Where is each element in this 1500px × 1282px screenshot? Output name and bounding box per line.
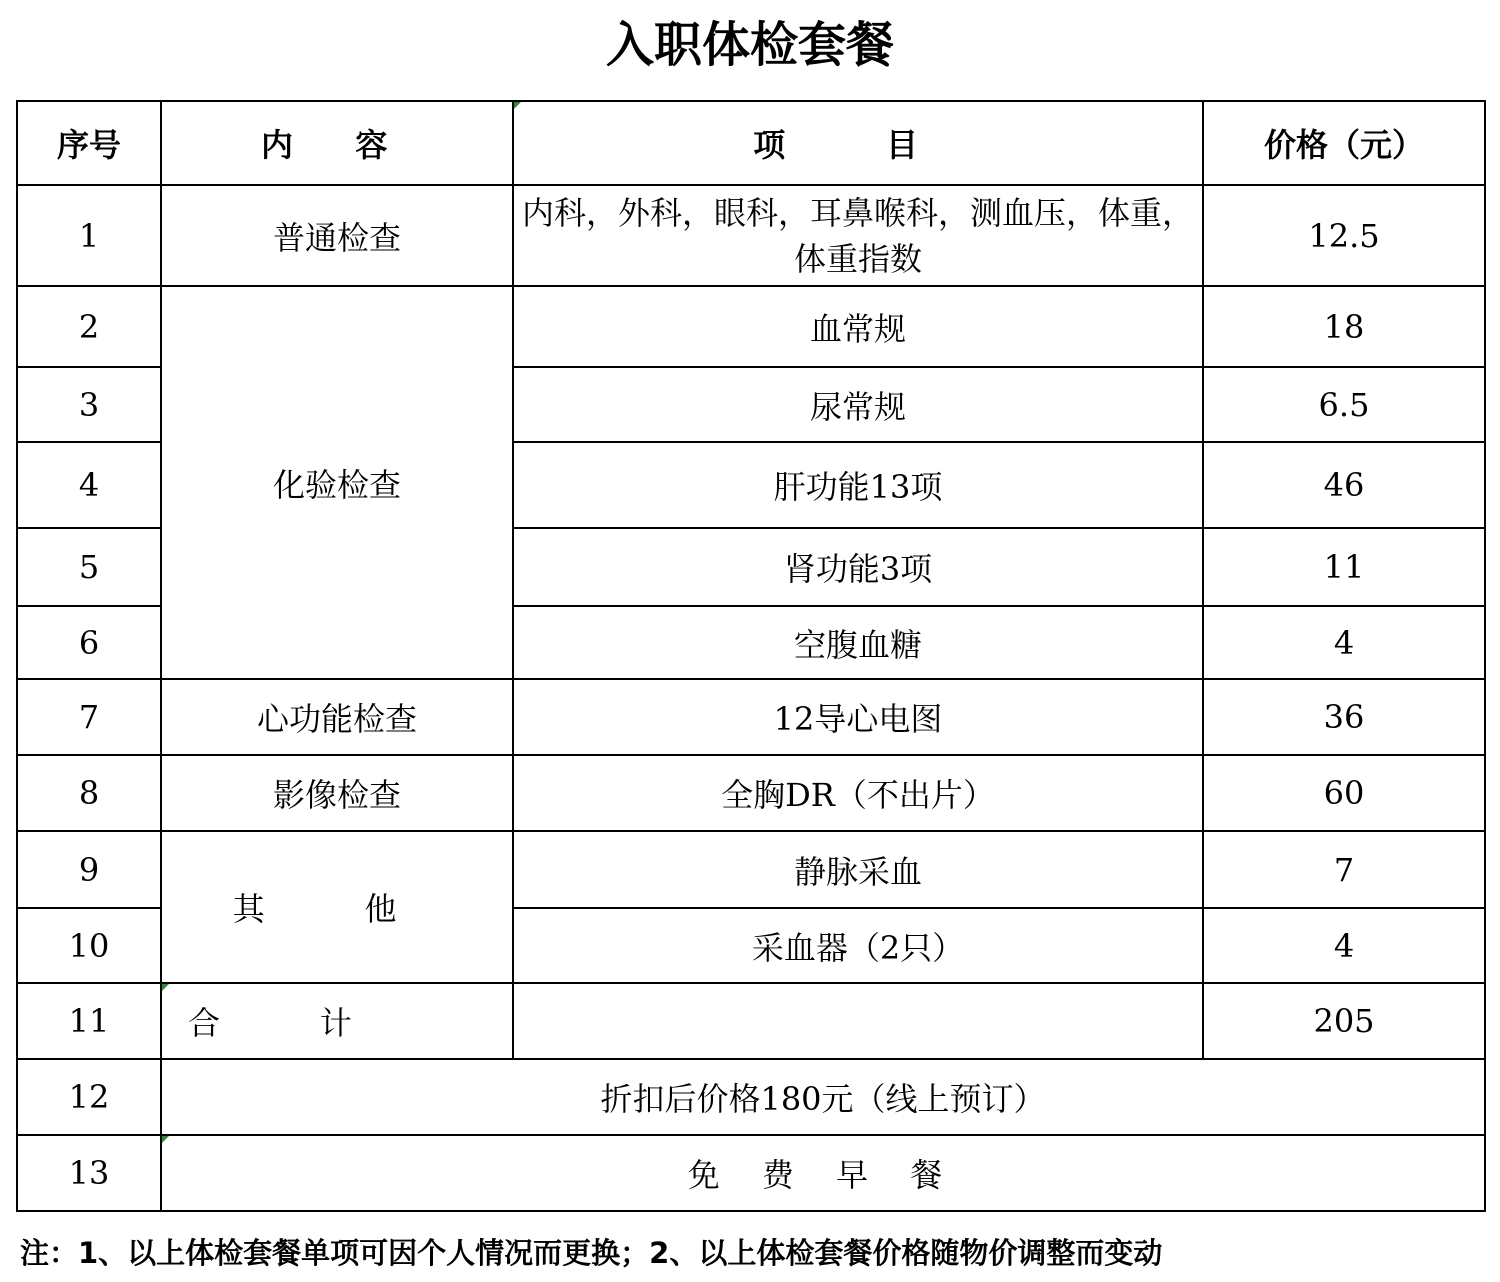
- row-item: 血常规: [513, 286, 1203, 367]
- row-content: 合 计: [161, 983, 513, 1059]
- row-item: 内科，外科，眼科，耳鼻喉科，测血压，体重，体重指数: [513, 185, 1203, 286]
- row-price: 60: [1203, 755, 1485, 831]
- row-item: 肾功能3项: [513, 528, 1203, 606]
- row-price: 6.5: [1203, 367, 1485, 442]
- row-price: 12.5: [1203, 185, 1485, 286]
- table-row: [17, 679, 1485, 755]
- header-item: 项 目: [513, 101, 1203, 185]
- row-item: 采血器（2只）: [513, 908, 1203, 983]
- table-row: [17, 185, 1485, 286]
- table-row: [17, 1059, 1485, 1135]
- row-no: 8: [17, 755, 161, 831]
- row-price: 36: [1203, 679, 1485, 755]
- header-no: 序号: [17, 101, 161, 185]
- row-content: 免 费 早 餐: [161, 1135, 1485, 1211]
- row-item: 静脉采血: [513, 831, 1203, 908]
- page-title: 入职体检套餐: [605, 17, 894, 73]
- row-price: 7: [1203, 831, 1485, 908]
- row-price: 4: [1203, 606, 1485, 679]
- row-item: 全胸DR（不出片）: [513, 755, 1203, 831]
- row-no: 6: [17, 606, 161, 679]
- row-item: [513, 983, 1203, 1059]
- table-header: [17, 101, 1485, 185]
- row-content: 折扣后价格180元（线上预订）: [161, 1059, 1485, 1135]
- row-content: 其 他: [161, 831, 513, 983]
- row-item: 尿常规: [513, 367, 1203, 442]
- package-table: [16, 100, 1486, 1212]
- footnote: 注：1、以上体检套餐单项可因个人情况而更换；2、以上体检套餐价格随物价调整而变动: [20, 1236, 1163, 1270]
- header-price: 价格（元）: [1203, 101, 1485, 185]
- table-row: [17, 286, 1485, 367]
- row-no: 5: [17, 528, 161, 606]
- table-row: [17, 1135, 1485, 1211]
- row-content: 普通检查: [161, 185, 513, 286]
- row-no: 13: [17, 1135, 161, 1211]
- row-no: 1: [17, 185, 161, 286]
- row-price: 11: [1203, 528, 1485, 606]
- row-no: 9: [17, 831, 161, 908]
- row-no: 3: [17, 367, 161, 442]
- row-no: 7: [17, 679, 161, 755]
- row-content: 影像检查: [161, 755, 513, 831]
- row-no: 10: [17, 908, 161, 983]
- row-no: 2: [17, 286, 161, 367]
- row-item: 肝功能13项: [513, 442, 1203, 528]
- header-content: 内 容: [161, 101, 513, 185]
- row-price: 18: [1203, 286, 1485, 367]
- row-price: 205: [1203, 983, 1485, 1059]
- row-price: 4: [1203, 908, 1485, 983]
- row-no: 11: [17, 983, 161, 1059]
- table-row: [17, 983, 1485, 1059]
- row-item: 12导心电图: [513, 679, 1203, 755]
- row-item: 空腹血糖: [513, 606, 1203, 679]
- row-no: 12: [17, 1059, 161, 1135]
- row-content: 化验检查: [161, 286, 513, 679]
- row-no: 4: [17, 442, 161, 528]
- table-row: [17, 755, 1485, 831]
- table-row: [17, 831, 1485, 908]
- row-content: 心功能检查: [161, 679, 513, 755]
- row-price: 46: [1203, 442, 1485, 528]
